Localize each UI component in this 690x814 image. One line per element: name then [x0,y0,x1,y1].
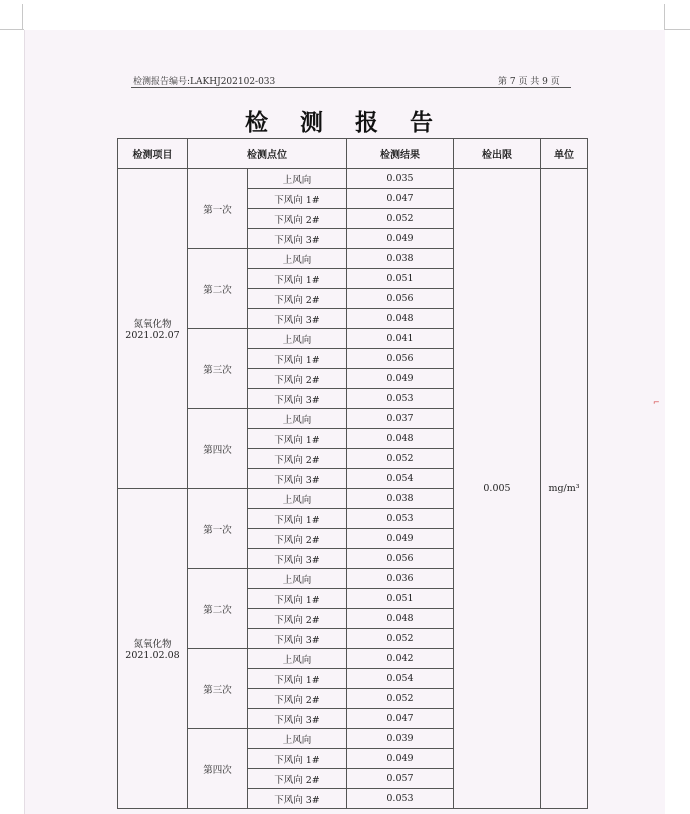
point-cell: 下风向 2# [248,529,347,549]
point-cell: 上风向 [248,409,347,429]
result-cell: 0.053 [347,789,454,809]
col-header-point: 检测点位 [188,139,347,169]
page-guide-left [0,29,24,30]
page-corner-left [22,4,23,30]
point-cell: 上风向 [248,649,347,669]
result-cell: 0.051 [347,269,454,289]
result-cell: 0.054 [347,669,454,689]
result-cell: 0.047 [347,189,454,209]
unit-cell: mg/m³ [541,169,588,809]
item-cell [118,489,188,809]
result-cell: 0.053 [347,509,454,529]
result-cell: 0.049 [347,229,454,249]
result-cell: 0.039 [347,729,454,749]
point-cell: 下风向 3# [248,549,347,569]
point-cell: 下风向 1# [248,429,347,449]
result-cell: 0.051 [347,589,454,609]
result-cell: 0.048 [347,429,454,449]
point-cell: 下风向 2# [248,769,347,789]
point-cell: 下风向 2# [248,369,347,389]
round-cell: 第一次 [188,489,248,569]
result-cell: 0.042 [347,649,454,669]
result-cell: 0.052 [347,449,454,469]
table-header-row [118,139,588,169]
point-cell: 上风向 [248,729,347,749]
item-name: 氮氧化物 [133,639,172,650]
item-name: 氮氧化物 [133,319,172,330]
result-cell: 0.056 [347,549,454,569]
results-table [117,138,588,809]
result-cell: 0.049 [347,529,454,549]
point-cell: 上风向 [248,329,347,349]
round-cell: 第三次 [188,329,248,409]
point-cell: 下风向 1# [248,509,347,529]
result-cell: 0.056 [347,289,454,309]
result-cell: 0.056 [347,349,454,369]
side-red-mark: ⌐ [653,398,660,407]
item-cell [118,169,188,489]
point-cell: 下风向 2# [248,209,347,229]
point-cell: 下风向 1# [248,669,347,689]
item-date: 2021.02.07 [125,330,180,341]
item-date: 2021.02.08 [125,650,180,661]
point-cell: 下风向 1# [248,349,347,369]
table-row [118,169,588,189]
round-cell: 第四次 [188,409,248,489]
limit-cell: 0.005 [454,169,541,809]
result-cell: 0.038 [347,489,454,509]
result-cell: 0.037 [347,409,454,429]
point-cell: 下风向 1# [248,269,347,289]
result-cell: 0.052 [347,629,454,649]
result-cell: 0.054 [347,469,454,489]
col-header-result: 检测结果 [347,139,454,169]
result-cell: 0.052 [347,209,454,229]
point-cell: 下风向 2# [248,289,347,309]
col-header-limit: 检出限 [454,139,541,169]
point-cell: 下风向 2# [248,689,347,709]
point-cell: 下风向 2# [248,449,347,469]
result-cell: 0.041 [347,329,454,349]
point-cell: 下风向 3# [248,469,347,489]
result-cell: 0.049 [347,749,454,769]
point-cell: 下风向 3# [248,309,347,329]
col-header-unit: 单位 [541,139,588,169]
result-cell: 0.052 [347,689,454,709]
page-corner-right [664,4,665,30]
point-cell: 下风向 1# [248,749,347,769]
point-cell: 下风向 3# [248,389,347,409]
result-cell: 0.049 [347,369,454,389]
header-rule [131,87,571,88]
point-cell: 下风向 3# [248,709,347,729]
round-cell: 第二次 [188,569,248,649]
point-cell: 下风向 3# [248,629,347,649]
report-number: 检测报告编号:LAKHJ202102-033 [133,77,276,87]
result-cell: 0.053 [347,389,454,409]
result-cell: 0.038 [347,249,454,269]
result-cell: 0.047 [347,709,454,729]
point-cell: 上风向 [248,169,347,189]
point-cell: 上风向 [248,489,347,509]
result-cell: 0.057 [347,769,454,789]
point-cell: 下风向 1# [248,589,347,609]
round-cell: 第二次 [188,249,248,329]
point-cell: 上风向 [248,569,347,589]
page-guide-right [664,29,690,30]
point-cell: 下风向 3# [248,229,347,249]
result-cell: 0.048 [347,309,454,329]
result-cell: 0.048 [347,609,454,629]
col-header-item: 检测项目 [118,139,188,169]
round-cell: 第四次 [188,729,248,809]
point-cell: 下风向 3# [248,789,347,809]
round-cell: 第三次 [188,649,248,729]
result-cell: 0.036 [347,569,454,589]
round-cell: 第一次 [188,169,248,249]
result-cell: 0.035 [347,169,454,189]
point-cell: 下风向 1# [248,189,347,209]
scanned-report-page [24,30,665,814]
point-cell: 上风向 [248,249,347,269]
report-title: 检 测 报 告 [244,109,446,136]
page-number: 第 7 页 共 9 页 [498,77,560,87]
point-cell: 下风向 2# [248,609,347,629]
